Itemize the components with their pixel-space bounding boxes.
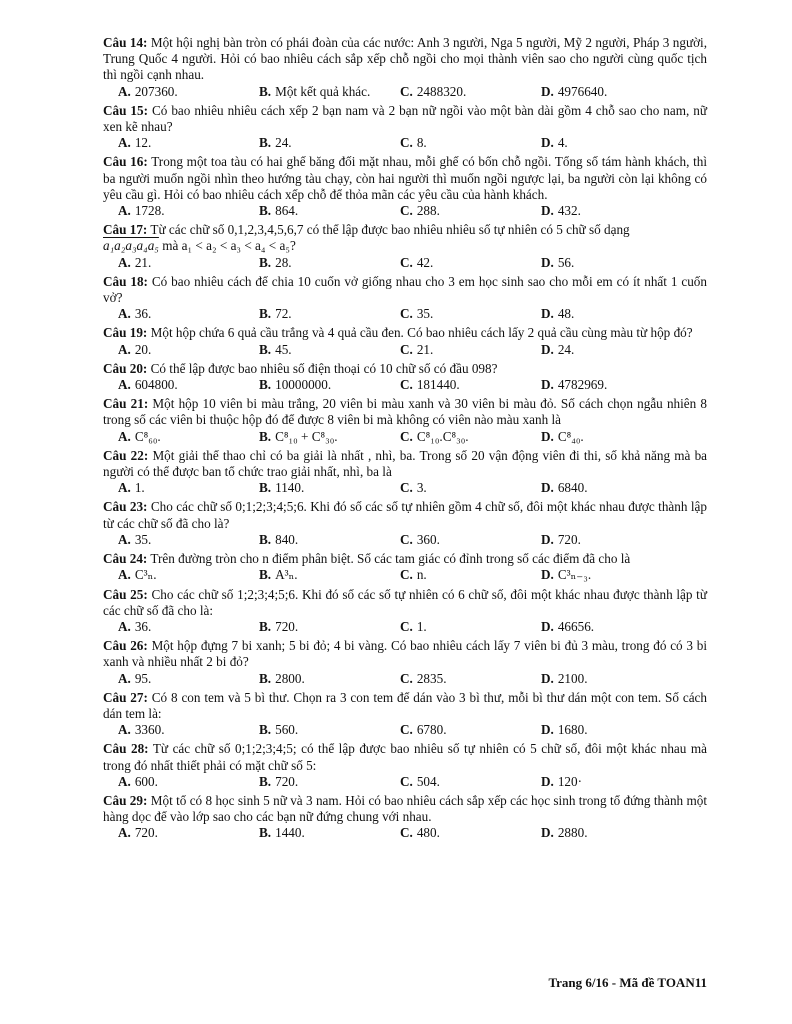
option-label: C. <box>400 135 413 151</box>
answer-option-b <box>259 306 400 322</box>
answer-option-a <box>118 429 259 445</box>
option-text: 35. <box>134 531 152 547</box>
answer-option-d <box>541 567 591 583</box>
option-text: 720. <box>275 618 299 634</box>
option-label: B. <box>259 531 272 547</box>
option-text: 72. <box>275 306 292 322</box>
question-stem <box>103 499 707 531</box>
question-number: Câu 19: <box>103 325 148 341</box>
answer-option-a <box>118 480 259 496</box>
answer-options <box>103 84 707 100</box>
option-text: 3360. <box>134 722 165 738</box>
answer-option-d <box>541 429 584 445</box>
option-text: C⁸₁₀.C⁸₃₀. <box>416 428 469 444</box>
option-label: A. <box>118 83 131 99</box>
option-text: 6780. <box>416 722 447 738</box>
option-label: C. <box>400 618 413 634</box>
option-label: B. <box>259 428 272 444</box>
answer-option-a <box>118 774 259 790</box>
answer-option-a <box>118 532 259 548</box>
answer-option-c <box>400 84 541 100</box>
question-text: Một hộp chứa 6 quả cầu trắng và 4 quả cầu đen. Có bao nhiêu cách lấy 2 quả cầu cùng màu từ hộp đó? <box>150 325 693 341</box>
option-text: C⁸₁₀ + C⁸₃₀. <box>275 428 338 444</box>
question-text: Một tổ có 8 học sinh 5 nữ và 3 nam. Hỏi có bao nhiêu cách sắp xếp các học sinh trong tổ đứng thành một hàng dọc để vào lớp sao cho các bạn nữ đứng chung với nhau. <box>103 792 708 825</box>
option-label: D. <box>541 341 554 357</box>
answer-options <box>103 135 707 151</box>
option-text: 560. <box>275 722 299 738</box>
option-text: A³ₙ. <box>275 567 298 583</box>
option-text: 56. <box>557 254 575 270</box>
question-number: Câu 14: <box>103 35 148 50</box>
answer-options <box>103 342 707 358</box>
option-label: D. <box>541 773 554 789</box>
option-label: B. <box>259 567 272 583</box>
question-number: Câu 15: <box>103 102 148 118</box>
option-text: 504. <box>416 773 440 789</box>
option-text: 24. <box>557 341 575 357</box>
option-label: A. <box>118 825 131 841</box>
answer-options <box>103 722 707 738</box>
option-text: 8. <box>416 135 427 151</box>
option-label: A. <box>118 722 131 738</box>
question-stem <box>103 690 707 722</box>
answer-option-a <box>118 671 259 687</box>
option-text: 720. <box>134 825 158 841</box>
answer-option-b <box>259 429 400 445</box>
answer-option-b <box>259 480 400 496</box>
question-number: Câu 25: <box>103 586 148 602</box>
answer-option-d <box>541 619 594 635</box>
option-text: 46656. <box>557 618 595 634</box>
option-label: C. <box>400 670 413 686</box>
option-label: B. <box>259 825 272 841</box>
answer-option-c <box>400 532 541 548</box>
option-label: C. <box>400 722 413 738</box>
question-item <box>103 396 707 445</box>
answer-option-d <box>541 306 574 322</box>
option-label: D. <box>541 670 554 686</box>
answer-option-c <box>400 825 541 841</box>
option-text: 45. <box>275 341 292 357</box>
answer-options <box>103 306 707 322</box>
option-label: A. <box>118 428 131 444</box>
question-item <box>103 587 707 636</box>
answer-option-b <box>259 203 400 219</box>
option-text: 120· <box>557 773 583 789</box>
answer-options <box>103 255 707 271</box>
option-label: B. <box>259 135 272 151</box>
option-text: 480. <box>416 825 440 841</box>
option-text: 181440. <box>416 377 460 393</box>
answer-option-d <box>541 774 582 790</box>
question-text: Từ các chữ số 0;1;2;3;4;5; có thể lập được bao nhiêu số tự nhiên có 5 chữ số, đôi một khác nhau mà trong đó nhất thiết phải có mặt chữ số 5: <box>103 741 708 773</box>
option-text: 42. <box>416 254 434 270</box>
option-label: C. <box>400 567 413 583</box>
answer-option-b <box>259 532 400 548</box>
option-label: C. <box>400 203 413 219</box>
option-label: B. <box>259 203 272 219</box>
answer-option-a <box>118 135 259 151</box>
question-number: Câu 28: <box>103 741 149 757</box>
option-label: B. <box>259 341 272 357</box>
question-text: Có bao nhiêu nhiêu cách xếp 2 bạn nam và 2 bạn nữ ngồi vào một bàn dài gồm 4 chỗ sao cho nam, nữ xen kẽ nhau? <box>103 102 708 135</box>
option-text: 21. <box>134 254 152 270</box>
question-stem <box>103 222 707 254</box>
option-label: D. <box>541 531 554 547</box>
answer-option-d <box>541 377 607 393</box>
question-stem <box>103 274 707 306</box>
question-stem <box>103 35 707 84</box>
question-item <box>103 793 707 842</box>
question-item <box>103 551 707 583</box>
question-stem <box>103 587 707 619</box>
option-label: A. <box>118 135 131 151</box>
answer-options <box>103 774 707 790</box>
question-text: Một hộp 10 viên bi màu trắng, 20 viên bi màu xanh và 30 viên bi màu đỏ. Số cách chọn ngẫu nhiên 8 trong số các viên bi thuộc hộp đó để được 8 viên bi mà không có viên nào màu xanh là <box>103 396 708 428</box>
question-number: Câu 22: <box>103 447 149 463</box>
option-text: 24. <box>275 135 292 151</box>
option-text: 36. <box>134 618 152 634</box>
answer-option-a <box>118 255 259 271</box>
question-condition: mà a₁ < a₂ < a₃ < a₄ < a₅? <box>158 238 296 254</box>
option-text: 2488320. <box>416 83 467 99</box>
answer-option-b <box>259 619 400 635</box>
question-number: Câu 27: <box>103 689 148 705</box>
option-label: C. <box>400 83 413 99</box>
option-label: C. <box>400 377 413 393</box>
option-label: B. <box>259 254 272 270</box>
question-stem <box>103 741 707 773</box>
option-text: 1728. <box>134 203 165 219</box>
option-label: B. <box>259 83 272 99</box>
option-text: 1140. <box>275 480 305 496</box>
option-label: C. <box>400 254 413 270</box>
option-label: D. <box>541 135 554 151</box>
option-text: 2880. <box>557 825 588 841</box>
answer-options <box>103 567 707 583</box>
question-item <box>103 499 707 548</box>
answer-option-d <box>541 480 588 496</box>
option-label: A. <box>118 480 131 496</box>
question-item <box>103 154 707 219</box>
question-item <box>103 448 707 497</box>
option-text: 10000000. <box>275 377 332 393</box>
answer-option-d <box>541 825 588 841</box>
question-text: Trên đường tròn cho n điểm phân biệt. Số các tam giác có đỉnh trong số các điểm đã cho là <box>150 551 631 567</box>
page-footer: Trang 6/16 - Mã đề TOAN11 <box>548 975 707 990</box>
option-label: A. <box>118 773 131 789</box>
answer-option-b <box>259 567 400 583</box>
option-label: C. <box>400 531 413 547</box>
option-label: A. <box>118 618 131 634</box>
option-label: D. <box>541 83 554 99</box>
answer-options <box>103 619 707 635</box>
option-text: 600. <box>134 773 158 789</box>
option-label: A. <box>118 341 131 357</box>
answer-options <box>103 532 707 548</box>
option-text: 1. <box>134 480 145 496</box>
option-text: C³ₙ. <box>134 567 157 583</box>
option-text: 21. <box>416 341 434 357</box>
answer-option-c <box>400 671 541 687</box>
option-label: C. <box>400 306 413 322</box>
option-text: 720. <box>557 531 581 547</box>
answer-option-c <box>400 480 541 496</box>
answer-option-c <box>400 429 541 445</box>
option-text: 2835. <box>416 670 447 686</box>
option-text: 1. <box>416 618 427 634</box>
question-text: Một hội nghị bàn tròn có phái đoàn của các nước: Anh 3 người, Nga 5 người, Mỹ 2 người, Pháp 3 người, Trung Quốc 4 người. Hỏi có bao nhiêu cách sắp xếp chỗ ngồi cho mọi thành viên sao cho người cùng quốc tịch thì ngồi cạnh nhau. <box>103 35 708 83</box>
option-text: 28. <box>275 254 292 270</box>
option-text: C⁸₄₀. <box>557 428 584 444</box>
answer-option-d <box>541 722 588 738</box>
answer-option-c <box>400 774 541 790</box>
question-stem <box>103 361 707 377</box>
option-label: B. <box>259 480 272 496</box>
question-number: Câu 26: <box>103 638 148 654</box>
answer-option-a <box>118 306 259 322</box>
question-number: Câu 18: <box>103 273 148 289</box>
answer-options <box>103 825 707 841</box>
option-text: 35. <box>416 306 434 322</box>
question-text: Trong một toa tàu có hai ghế băng đối mặt nhau, mỗi ghế có bốn chỗ ngồi. Tổng số tám hành khách, thì ba người muốn ngồi nhìn theo hướng tàu chạy, còn hai người thì muốn ngồi ngược lại, ba người còn lại không có yêu cầu gì. Hỏi có bao nhiêu cách xếp chỗ để thỏa mãn các yêu cầu của hành khách. <box>103 154 708 202</box>
question-text: Cho các chữ số 1;2;3;4;5;6. Khi đó số các số tự nhiên có 6 chữ số, đôi một khác nhau được thành lập từ các chữ số đã cho là: <box>103 586 707 618</box>
answer-option-c <box>400 306 541 322</box>
digit-form: a₁a₂a₃a₄a₅ <box>103 238 159 254</box>
question-stem <box>103 793 707 825</box>
option-label: D. <box>541 306 554 322</box>
answer-option-d <box>541 342 574 358</box>
option-label: C. <box>400 825 413 841</box>
option-label: C. <box>400 480 413 496</box>
answer-option-c <box>400 722 541 738</box>
question-item <box>103 325 707 357</box>
question-number: Câu 29: <box>103 792 148 808</box>
answer-option-a <box>118 84 259 100</box>
option-text: Một kết quả khác. <box>275 83 371 99</box>
option-text: 12. <box>134 135 152 151</box>
question-text: Từ các chữ số 0,1,2,3,4,5,6,7 có thể lập được bao nhiêu nhiêu số tự nhiên có 5 chữ số dạng <box>150 222 630 238</box>
answer-option-a <box>118 377 259 393</box>
answer-option-b <box>259 135 400 151</box>
option-text: 1680. <box>557 722 588 738</box>
answer-option-d <box>541 135 568 151</box>
question-text: Có bao nhiêu cách để chia 10 cuốn vở giống nhau cho 3 em học sinh sao cho mỗi em có ít nhất 1 cuốn vở? <box>103 273 707 306</box>
option-text: 2800. <box>275 670 305 686</box>
question-stem <box>103 103 707 135</box>
question-item <box>103 690 707 739</box>
question-page <box>103 35 707 845</box>
question-item <box>103 103 707 152</box>
question-number: Câu 24: <box>103 551 148 567</box>
option-label: B. <box>259 670 272 686</box>
question-text: Cho các chữ số 0;1;2;3;4;5;6. Khi đó số các số tự nhiên gồm 4 chữ số, đôi một khác nhau được thành lập từ các chữ số đã cho là? <box>103 499 708 531</box>
option-text: n. <box>416 567 427 583</box>
option-text: 4782969. <box>557 377 608 393</box>
option-text: C³ₙ₋₃. <box>557 567 592 583</box>
question-stem <box>103 448 707 480</box>
option-label: B. <box>259 377 272 393</box>
option-label: C. <box>400 428 413 444</box>
answer-option-a <box>118 722 259 738</box>
question-number: Câu 20: <box>103 360 148 376</box>
question-text: Một giải thể thao chỉ có ba giải là nhất , nhì, ba. Trong số 20 vận động viên đi thi, số khả năng mà ba người có thể được ban tổ chức trao giải nhất, nhì, ba là <box>103 447 708 480</box>
option-text: 4. <box>557 135 568 151</box>
option-text: 720. <box>275 773 299 789</box>
answer-option-c <box>400 255 541 271</box>
question-text: Một hộp đựng 7 bi xanh; 5 bi đỏ; 4 bi vàng. Có bao nhiêu cách lấy 7 viên bi đủ 3 màu, trong đó có 3 bi xanh và nhiều nhất 2 bi đỏ? <box>103 638 708 670</box>
option-text: 1440. <box>275 825 305 841</box>
answer-option-a <box>118 203 259 219</box>
option-text: 840. <box>275 531 299 547</box>
answer-option-d <box>541 203 581 219</box>
answer-option-d <box>541 255 574 271</box>
question-stem <box>103 325 707 341</box>
answer-option-d <box>541 532 581 548</box>
answer-option-a <box>118 619 259 635</box>
option-text: 432. <box>557 203 581 219</box>
answer-option-b <box>259 377 400 393</box>
answer-option-c <box>400 203 541 219</box>
option-label: A. <box>118 203 131 219</box>
option-label: A. <box>118 531 131 547</box>
answer-option-b <box>259 774 400 790</box>
answer-option-b <box>259 722 400 738</box>
answer-option-b <box>259 342 400 358</box>
answer-option-a <box>118 825 259 841</box>
answer-options <box>103 203 707 219</box>
option-label: D. <box>541 254 554 270</box>
question-item <box>103 274 707 323</box>
answer-option-c <box>400 377 541 393</box>
option-label: D. <box>541 480 554 496</box>
answer-option-a <box>118 342 259 358</box>
answer-option-d <box>541 671 588 687</box>
answer-option-b <box>259 825 400 841</box>
question-item <box>103 638 707 687</box>
question-number: Câu 16: <box>103 154 148 170</box>
answer-option-c <box>400 135 541 151</box>
option-text: 48. <box>557 306 575 322</box>
option-label: A. <box>118 670 131 686</box>
option-label: D. <box>541 618 554 634</box>
answer-option-a <box>118 567 259 583</box>
answer-option-b <box>259 84 400 100</box>
answer-options <box>103 671 707 687</box>
option-label: B. <box>259 618 272 634</box>
question-stem <box>103 396 707 428</box>
option-text: 360. <box>416 531 440 547</box>
option-label: D. <box>541 722 554 738</box>
option-text: 2100. <box>557 670 588 686</box>
question-item <box>103 741 707 790</box>
option-text: 36. <box>134 306 152 322</box>
answer-option-c <box>400 567 541 583</box>
option-text: 864. <box>275 203 299 219</box>
option-text: 20. <box>134 341 152 357</box>
answer-option-b <box>259 671 400 687</box>
option-text: 3. <box>416 480 427 496</box>
option-label: D. <box>541 377 554 393</box>
option-text: 207360. <box>134 83 178 99</box>
option-label: B. <box>259 773 272 789</box>
option-text: C⁸₆₀. <box>134 428 161 444</box>
option-label: C. <box>400 773 413 789</box>
question-item <box>103 35 707 100</box>
answer-option-c <box>400 342 541 358</box>
question-text: Có 8 con tem và 5 bì thư. Chọn ra 3 con tem để dán vào 3 bì thư, mỗi bì thư dán một con tem. Số cách dán tem là: <box>103 689 707 721</box>
option-text: 288. <box>416 203 440 219</box>
option-text: 4976640. <box>557 83 608 99</box>
question-number: Câu 23: <box>103 499 148 515</box>
answer-options <box>103 429 707 445</box>
option-label: A. <box>118 306 131 322</box>
question-text: Có thể lập được bao nhiêu số điện thoại có 10 chữ số có đầu 098? <box>150 360 498 376</box>
option-text: 604800. <box>134 377 178 393</box>
question-number: Câu 21: <box>103 396 149 412</box>
answer-options <box>103 480 707 496</box>
option-label: B. <box>259 722 272 738</box>
option-label: A. <box>118 567 131 583</box>
option-label: A. <box>118 254 131 270</box>
question-item <box>103 361 707 393</box>
answer-option-d <box>541 84 607 100</box>
option-text: 95. <box>134 670 152 686</box>
answer-options <box>103 377 707 393</box>
option-label: C. <box>400 341 413 357</box>
question-stem <box>103 551 707 567</box>
question-stem <box>103 154 707 203</box>
option-label: D. <box>541 567 554 583</box>
question-item <box>103 222 707 271</box>
option-label: B. <box>259 306 272 322</box>
option-label: D. <box>541 428 554 444</box>
option-label: D. <box>541 825 554 841</box>
answer-option-b <box>259 255 400 271</box>
option-label: A. <box>118 377 131 393</box>
answer-option-c <box>400 619 541 635</box>
option-label: D. <box>541 203 554 219</box>
question-number: Câu 17: <box>103 222 148 238</box>
question-stem <box>103 638 707 670</box>
option-text: 6840. <box>557 480 588 496</box>
